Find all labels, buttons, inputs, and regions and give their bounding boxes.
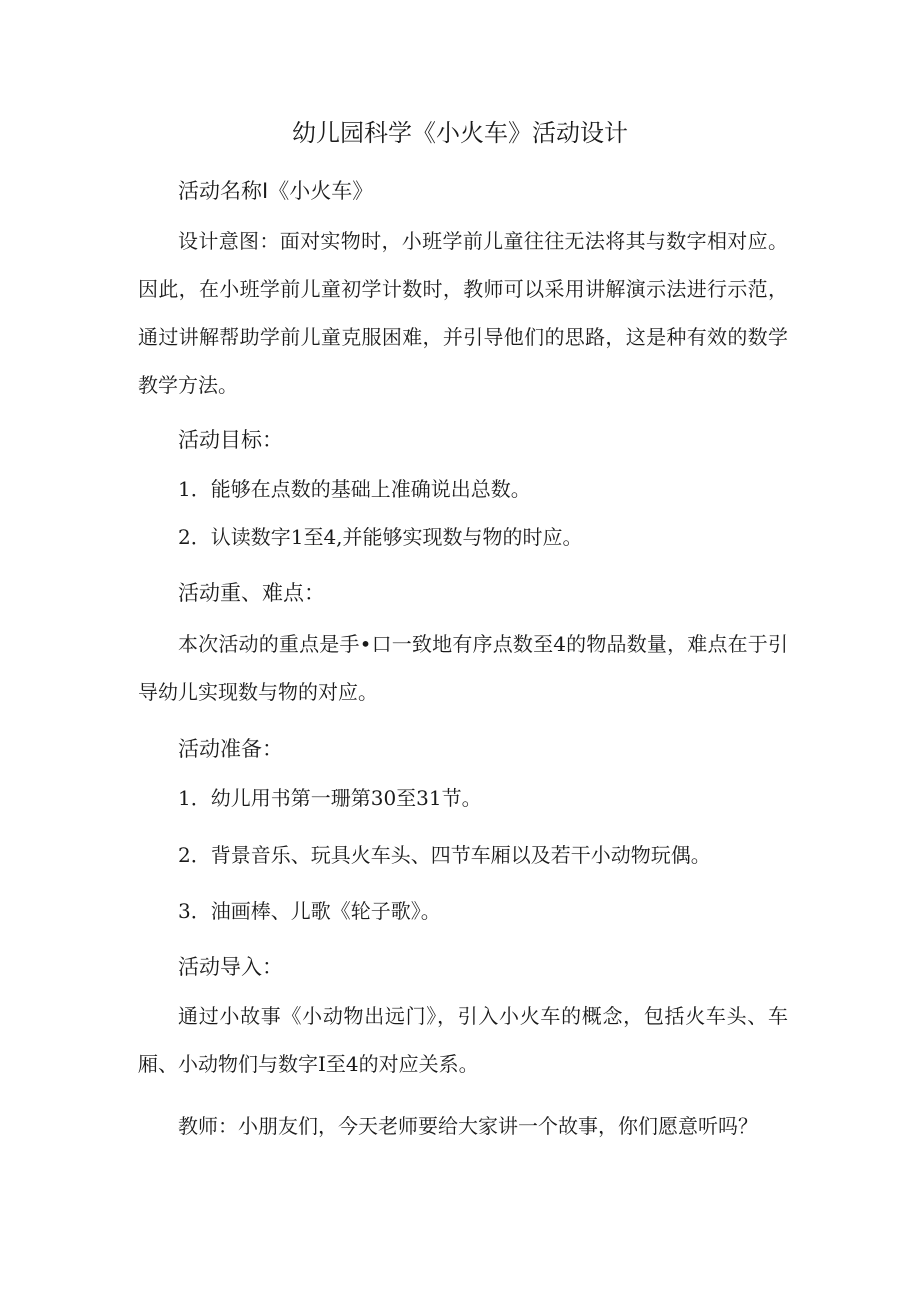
preparation-heading: 活动准备： <box>178 737 283 761</box>
intro-heading: 活动导入： <box>178 955 283 979</box>
activity-name-heading: 活动名称I《小火车》 <box>178 179 374 203</box>
goals-heading: 活动目标： <box>178 428 283 452</box>
goal-item-1: 1．能够在点数的基础上准确说出总数。 <box>178 477 531 501</box>
preparation-item-2: 2．背景音乐、玩具火车头、四节车厢以及若干小动物玩偶。 <box>178 843 711 867</box>
design-intent-paragraph: 设计意图：面对实物时，小班学前儿童往往无法将其与数字相对应。因此，在小班学前儿童初学计数时，教师可以采用讲解演示法进行示范，通过讲解帮助学前儿童克服困难，并引导他们的思路，这是种有效的数学教学方法。 <box>138 229 788 397</box>
key-points-paragraph: 本次活动的重点是手•口一致地有序点数至4的物品数量，难点在于引导幼儿实现数与物的对应。 <box>138 632 788 704</box>
preparation-item-3: 3．油画棒、儿歌《轮子歌》。 <box>178 899 441 923</box>
intro-paragraph: 通过小故事《小动物出远门》，引入小火车的概念，包括火车头、车厢、小动物们与数字I至4的对应关系。 <box>138 1004 788 1076</box>
document-title: 幼儿园科学《小火车》活动设计 <box>292 119 628 147</box>
key-points-heading: 活动重、难点： <box>178 581 325 605</box>
goal-item-2: 2．认读数字1至4,并能够实现数与物的时应。 <box>178 525 583 549</box>
preparation-item-1: 1．幼儿用书第一珊第30至31节。 <box>178 786 482 810</box>
teacher-dialogue: 教师：小朋友们，今天老师要给大家讲一个故事，你们愿意听吗？ <box>178 1114 758 1138</box>
